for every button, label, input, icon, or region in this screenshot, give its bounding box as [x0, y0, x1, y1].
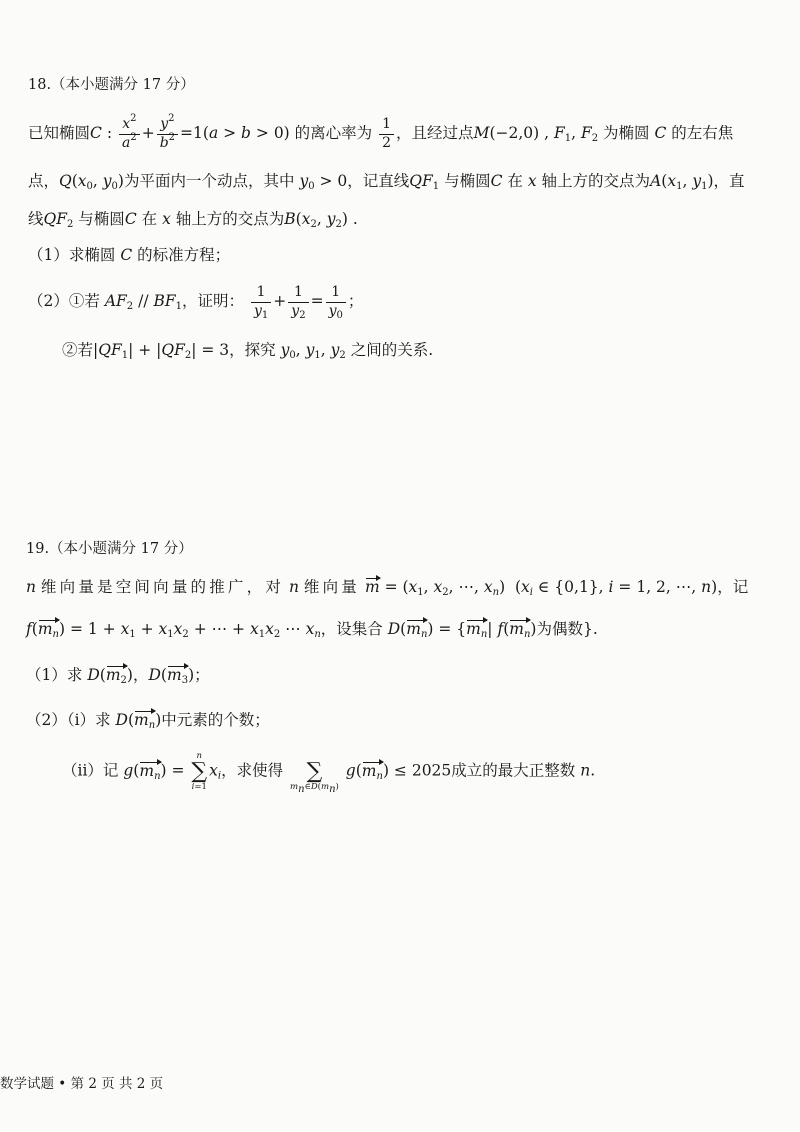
q19-part2-item1: （2）（i）求 $D(m_n)$中元素的个数； [26, 711, 270, 731]
q19-stem-line1: n 维向量是空间向量的推广，对 n 维向量 $m = (x_1$, $x_2$, ⋯, $x_n$) ($x_i$ ∈ {0,1}, i = 1, 2, ⋯, n)，记 [26, 578, 749, 598]
fraction-1-y2: $\frac{1}{y_2}$ [288, 284, 308, 320]
fraction-1-y0: $\frac{1}{y_0}$ [326, 284, 346, 320]
q19-stem-line2: $f(m_n) = 1 + x_1 + x_1x_2$ + ⋯ + $x_1x_2$ ⋯ $x_n$，设集合 $D(m_n) = \{m_n|$ $f(m_n)$为偶数}. [26, 620, 598, 640]
q19-part2-item2: （ii）记 $g(m_n)$ = n ∑ i=1 $x_i$，求使得 ∑ $m_n\in D(m_n)$ $g(m_n) \le 2025$成立的最大正整数 n. [62, 751, 596, 795]
q18-stem-line1: 已知椭圆C : $\frac{x^2}{a^2}$ + $\frac{y^2}{b^2}$ =1(a > b > 0) 的离心率为 $\frac{1}{2}$ ，且经过点M(−2,0) , $F_1$, $F_2$ 为椭圆 C 的左右焦 [28, 113, 734, 151]
fraction-one-half: $\frac{1}{2}$ [379, 116, 394, 152]
q18-header: 18.（本小题满分 17 分） [28, 77, 195, 93]
q18-part2-item2: ②若$|QF_1| + |QF_2| = 3$，探究 $y_0$, $y_1$, $y_2$ 之间的关系. [62, 341, 434, 361]
fraction-y2-b2: $\frac{y^2}{b^2}$ [157, 116, 178, 152]
page-footer: 数学试题 • 第 2 页 共 2 页 [0, 1076, 164, 1092]
fraction-x2-a2: $\frac{x^2}{a^2}$ [119, 116, 140, 152]
q18-stem-line2: 点，$Q(x_0$, $y_0$)为平面内一个动点，其中 $y_0 > 0$，记直线$QF_1$ 与椭圆C 在 x 轴上方的交点为$A(x_1$, $y_1$)，直 [28, 172, 745, 192]
q19-part1: （1）求 $D(m_2)$，$D(m_3)$； [26, 666, 210, 686]
q19-header: 19.（本小题满分 17 分） [26, 541, 193, 557]
q18-part1: （1）求椭圆 C 的标准方程； [28, 246, 231, 264]
q18-part2-item1: （2）①若 $AF_2 // BF_1$，证明： $\frac{1}{y_1}$ + $\frac{1}{y_2}$ = $\frac{1}{y_0}$ ； [28, 284, 364, 321]
q18-stem-line3: 线$QF_2$ 与椭圆C 在 x 轴上方的交点为$B(x_2$, $y_2$) . [28, 210, 358, 230]
fraction-1-y1: $\frac{1}{y_1}$ [251, 284, 271, 320]
summation-over-d: ∑ $m_n\in D(m_n)$ [290, 758, 339, 795]
summation-i-1-to-n: n ∑ i=1 [191, 751, 208, 792]
